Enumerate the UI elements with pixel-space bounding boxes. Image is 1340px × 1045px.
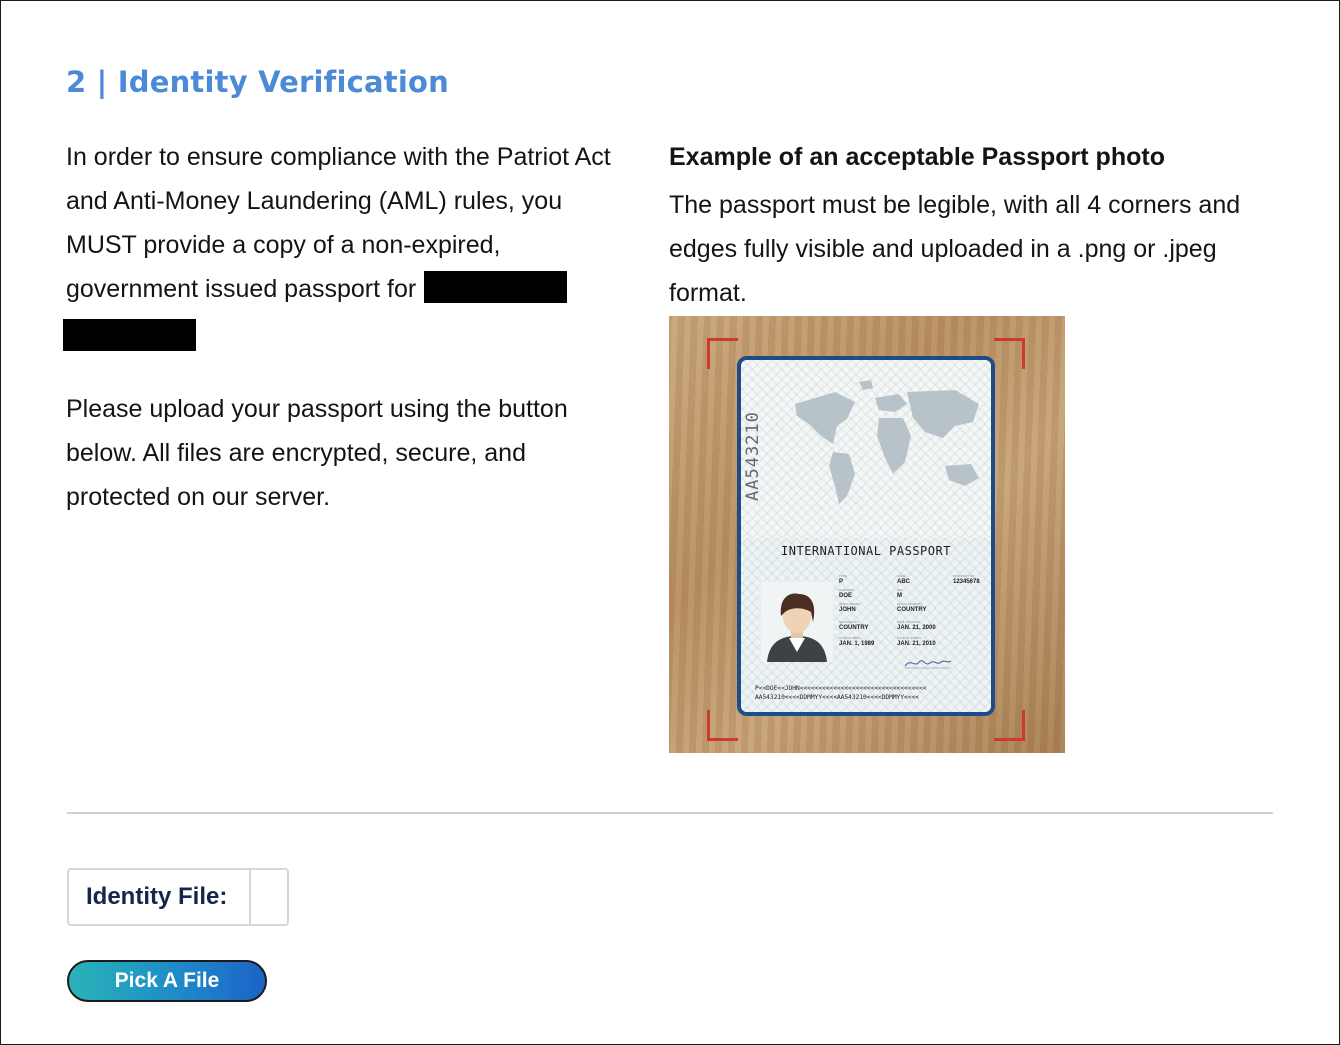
mrz-line-1: P<<DOE<<JOHN<<<<<<<<<<<<<<<<<<<<<<<<<<<<<<<<<< <box>755 685 927 692</box>
section-title: 2 | Identity Verification <box>66 65 449 99</box>
field-type: P <box>839 579 844 585</box>
pick-file-button[interactable]: Pick A File <box>67 960 267 1002</box>
passport-fields: TYPE P CODE ABC PASSPORT NO. 12345678 SURNAME DOE SEX M GIVEN NAMES JOHN PLACE OF BIRTH COUNTRY NATIONALITY COUNTRY DATE OF ISSUE JAN. 21, 2000 DATE OF BIRTH JAN. 1, 1989 DATE OF EXPIRY JAN. 21, 2010 <box>839 574 980 647</box>
redacted-name-block <box>424 271 567 303</box>
identity-file-field[interactable] <box>67 868 289 926</box>
intro-paragraph-upload: Please upload your passport using the button below. All files are encrypted, secure, and protected on our server. <box>66 395 568 511</box>
redacted-name-block-2 <box>63 319 196 351</box>
passport-upper-page <box>741 360 991 539</box>
field-date-of-issue: JAN. 21, 2000 <box>897 625 936 631</box>
passport-number-vertical: AA543210 <box>743 411 763 501</box>
field-passport-no: 12345678 <box>953 579 980 585</box>
passport-heading: INTERNATIONAL PASSPORT <box>781 544 951 558</box>
example-description: The passport must be legible, with all 4 corners and edges fully visible and uploaded in a .png or .jpeg format. <box>669 191 1241 307</box>
portrait-photo <box>761 582 833 662</box>
field-given-names: JOHN <box>839 607 856 613</box>
field-sex: M <box>897 593 902 599</box>
passport-mrz <box>755 684 985 702</box>
passport-document <box>737 356 995 716</box>
world-map-icon <box>775 374 991 524</box>
field-date-of-birth: JAN. 1, 1989 <box>839 641 875 647</box>
signature-icon <box>903 656 953 670</box>
field-nationality: COUNTRY <box>839 625 869 631</box>
frame-corner-top-left <box>707 338 738 369</box>
frame-corner-top-right <box>994 338 1025 369</box>
mrz-line-2: AA543210<<<<DDMMYY<<<<AA543210<<<<DDMMYY<<<< <box>755 694 919 701</box>
identity-file-value[interactable] <box>251 870 287 924</box>
example-passport-image <box>669 316 1065 753</box>
section-divider <box>67 812 1273 814</box>
example-column <box>669 135 1249 315</box>
intro-paragraph-compliance <box>66 135 636 351</box>
frame-corner-bottom-left <box>707 710 738 741</box>
intro-column <box>66 135 636 519</box>
field-surname: DOE <box>839 593 853 599</box>
frame-corner-bottom-right <box>994 710 1025 741</box>
field-date-of-expiry: JAN. 21, 2010 <box>897 641 936 647</box>
intro-paragraph-compliance-text: In order to ensure compliance with the Patriot Act and Anti-Money Laundering (AML) rules, you MUST provide a copy of a non-expired, government issued passport for <box>66 143 611 303</box>
example-heading: Example of an acceptable Passport photo <box>669 143 1165 171</box>
field-place-of-birth: COUNTRY <box>897 607 927 613</box>
field-code: ABC <box>897 579 910 585</box>
identity-file-label: Identity File: <box>69 870 251 924</box>
